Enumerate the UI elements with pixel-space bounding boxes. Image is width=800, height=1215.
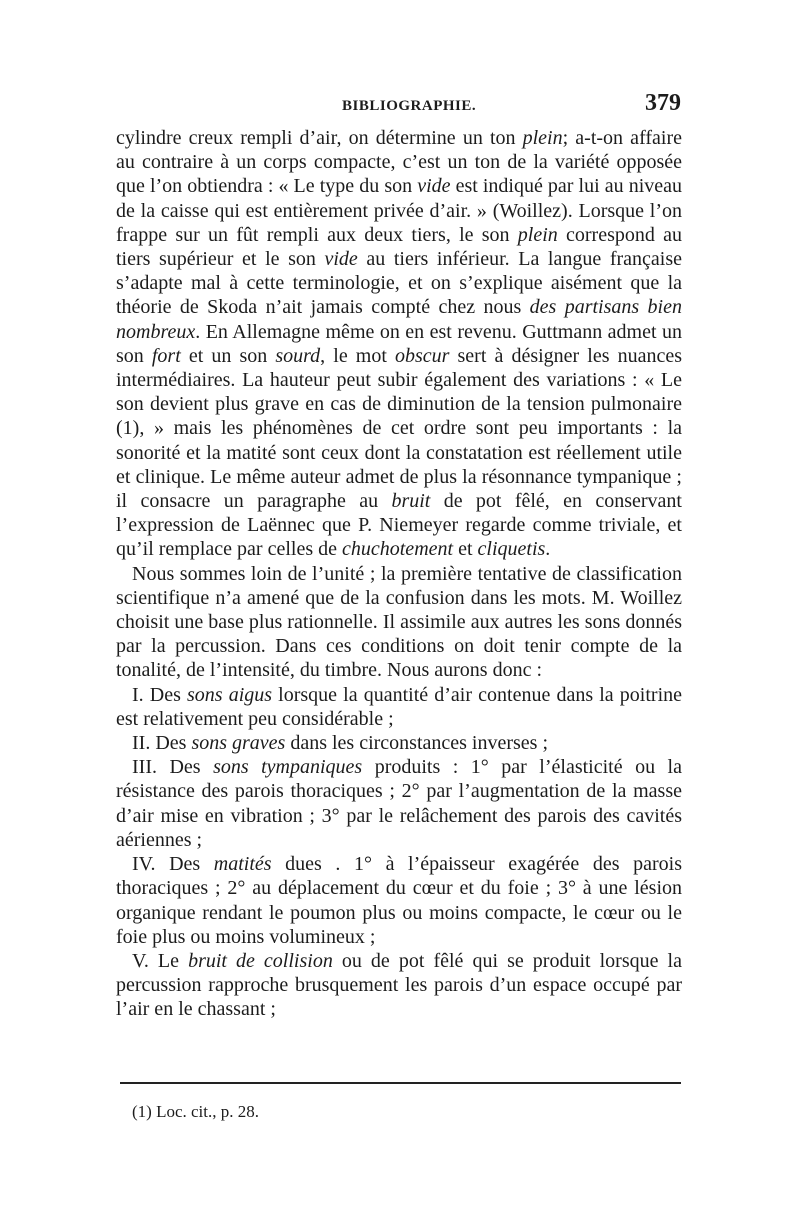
italic-run: sons aigus (187, 683, 273, 706)
list-item (116, 852, 682, 949)
text-run: au tiers inférieur. La langue française s’adapte mal à cette terminologie, et on s’explique aisément que la théorie de Skoda n’ait jamais compté chez nous (116, 248, 682, 319)
text-run: cylindre creux rempli d’air, on détermine un ton (116, 127, 523, 149)
text-run: dues . 1° à l’épaisseur exagérée des parois thoraciques ; 2° au déplacement du cœur et du foie ; 3° à une lésion organique rendant le poumon plus ou moins compacte, le cœur ou le foie plus ou moins volumineux ; (116, 853, 682, 948)
text-run: correspond au tiers supérieur et le son (116, 223, 682, 271)
text-run: , le mot (320, 344, 395, 367)
italic-run: sons tympaniques (213, 756, 363, 779)
text-run: I. Des (132, 683, 188, 706)
page-number: 379 (645, 90, 681, 116)
italic-run: plein (522, 127, 563, 149)
text-run: est indiqué par lui au niveau de la caisse qui est entièrement privée d’air. » (Woillez). Lorsque l’on frappe sur un fût rempli aux deux tiers, le son (116, 175, 683, 246)
paragraph (116, 562, 682, 683)
paragraph (116, 126, 682, 562)
italic-run: sourd (275, 344, 321, 367)
italic-run: sons graves (191, 732, 286, 755)
italic-run: plein (517, 223, 558, 246)
text-run: ; a-t-on affaire au contraire à un corps compacte, c’est un ton de la variété opposée que l’on obtiendra : « Le type du son (116, 127, 682, 198)
footnote-divider (120, 1082, 681, 1084)
list-item (116, 731, 682, 755)
italic-run: bruit de collision (188, 949, 333, 972)
text-run: . (545, 538, 551, 561)
list-item (116, 683, 682, 731)
text-run: V. Le (132, 949, 189, 972)
italic-run: vide (417, 175, 451, 198)
italic-run: cliquetis (477, 538, 546, 561)
italic-run: vide (324, 248, 358, 271)
text-run: Nous sommes loin de l’unité ; la première tentative de classification scientifique n’a amené que de la confusion dans les mots. M. Woillez choisit une base plus rationnelle. Il assimile aux autres les sons donnés par la percussion. Dans ces conditions on doit tenir compte de la tonalité, de l’intensité, du timbre. Nous aurons donc : (116, 562, 682, 682)
italic-run: matités (213, 853, 272, 876)
italic-run: fort (151, 344, 181, 367)
list-item (116, 755, 682, 852)
text-run: . En Allemagne même on en est revenu. Guttmann admet un son (116, 320, 682, 367)
running-title: BIBLIOGRAPHIE. (342, 98, 477, 114)
text-run: produits : 1° par l’élasticité ou la résistance des parois thoraciques ; 2° par l’augmentation de la masse d’air mise en vibration ; 3° par le relâchement des parois des cavités aériennes ; (116, 756, 682, 851)
text-run: de pot fêlé, en conservant l’expression de Laënnec que P. Niemeyer regarde comme triviale, et qu’il remplace par celles de (116, 490, 682, 561)
list-item (116, 949, 682, 1022)
italic-run: des partisans bien nombreux (116, 296, 682, 343)
text-run: sert à désigner les nuances intermédiaires. La hauteur peut subir également des variations : « Le son devient plus grave en cas de diminution de la tension pulmonaire (1), » mais les phénomènes de cet ordre sont peu importants : la sonorité et la matité sont ceux dont la constatation est réellement utile et clinique. Le même auteur admet de plus la résonnance tympanique ; il consacre un paragraphe au (116, 344, 683, 513)
text-run: IV. Des (132, 853, 214, 876)
text-run: dans les circonstances inverses ; (285, 732, 549, 755)
text-run: III. Des (132, 756, 214, 779)
text-run: ou de pot fêlé qui se produit lorsque la percussion rapproche brusquement les parois d’un espace occupé par l’air en le chassant ; (116, 949, 682, 1021)
text-run: II. Des (132, 732, 192, 755)
text-run: lorsque la quantité d’air contenue dans la poitrine est relativement peu considérable ; (116, 683, 683, 730)
body-text (116, 126, 682, 1022)
italic-run: bruit (391, 490, 431, 513)
italic-run: chuchotement (342, 538, 454, 561)
text-run: et (453, 538, 478, 561)
footnote: (1) Loc. cit., p. 28. (132, 1102, 259, 1121)
text-run: et un son (180, 344, 276, 367)
italic-run: obscur (394, 344, 450, 367)
